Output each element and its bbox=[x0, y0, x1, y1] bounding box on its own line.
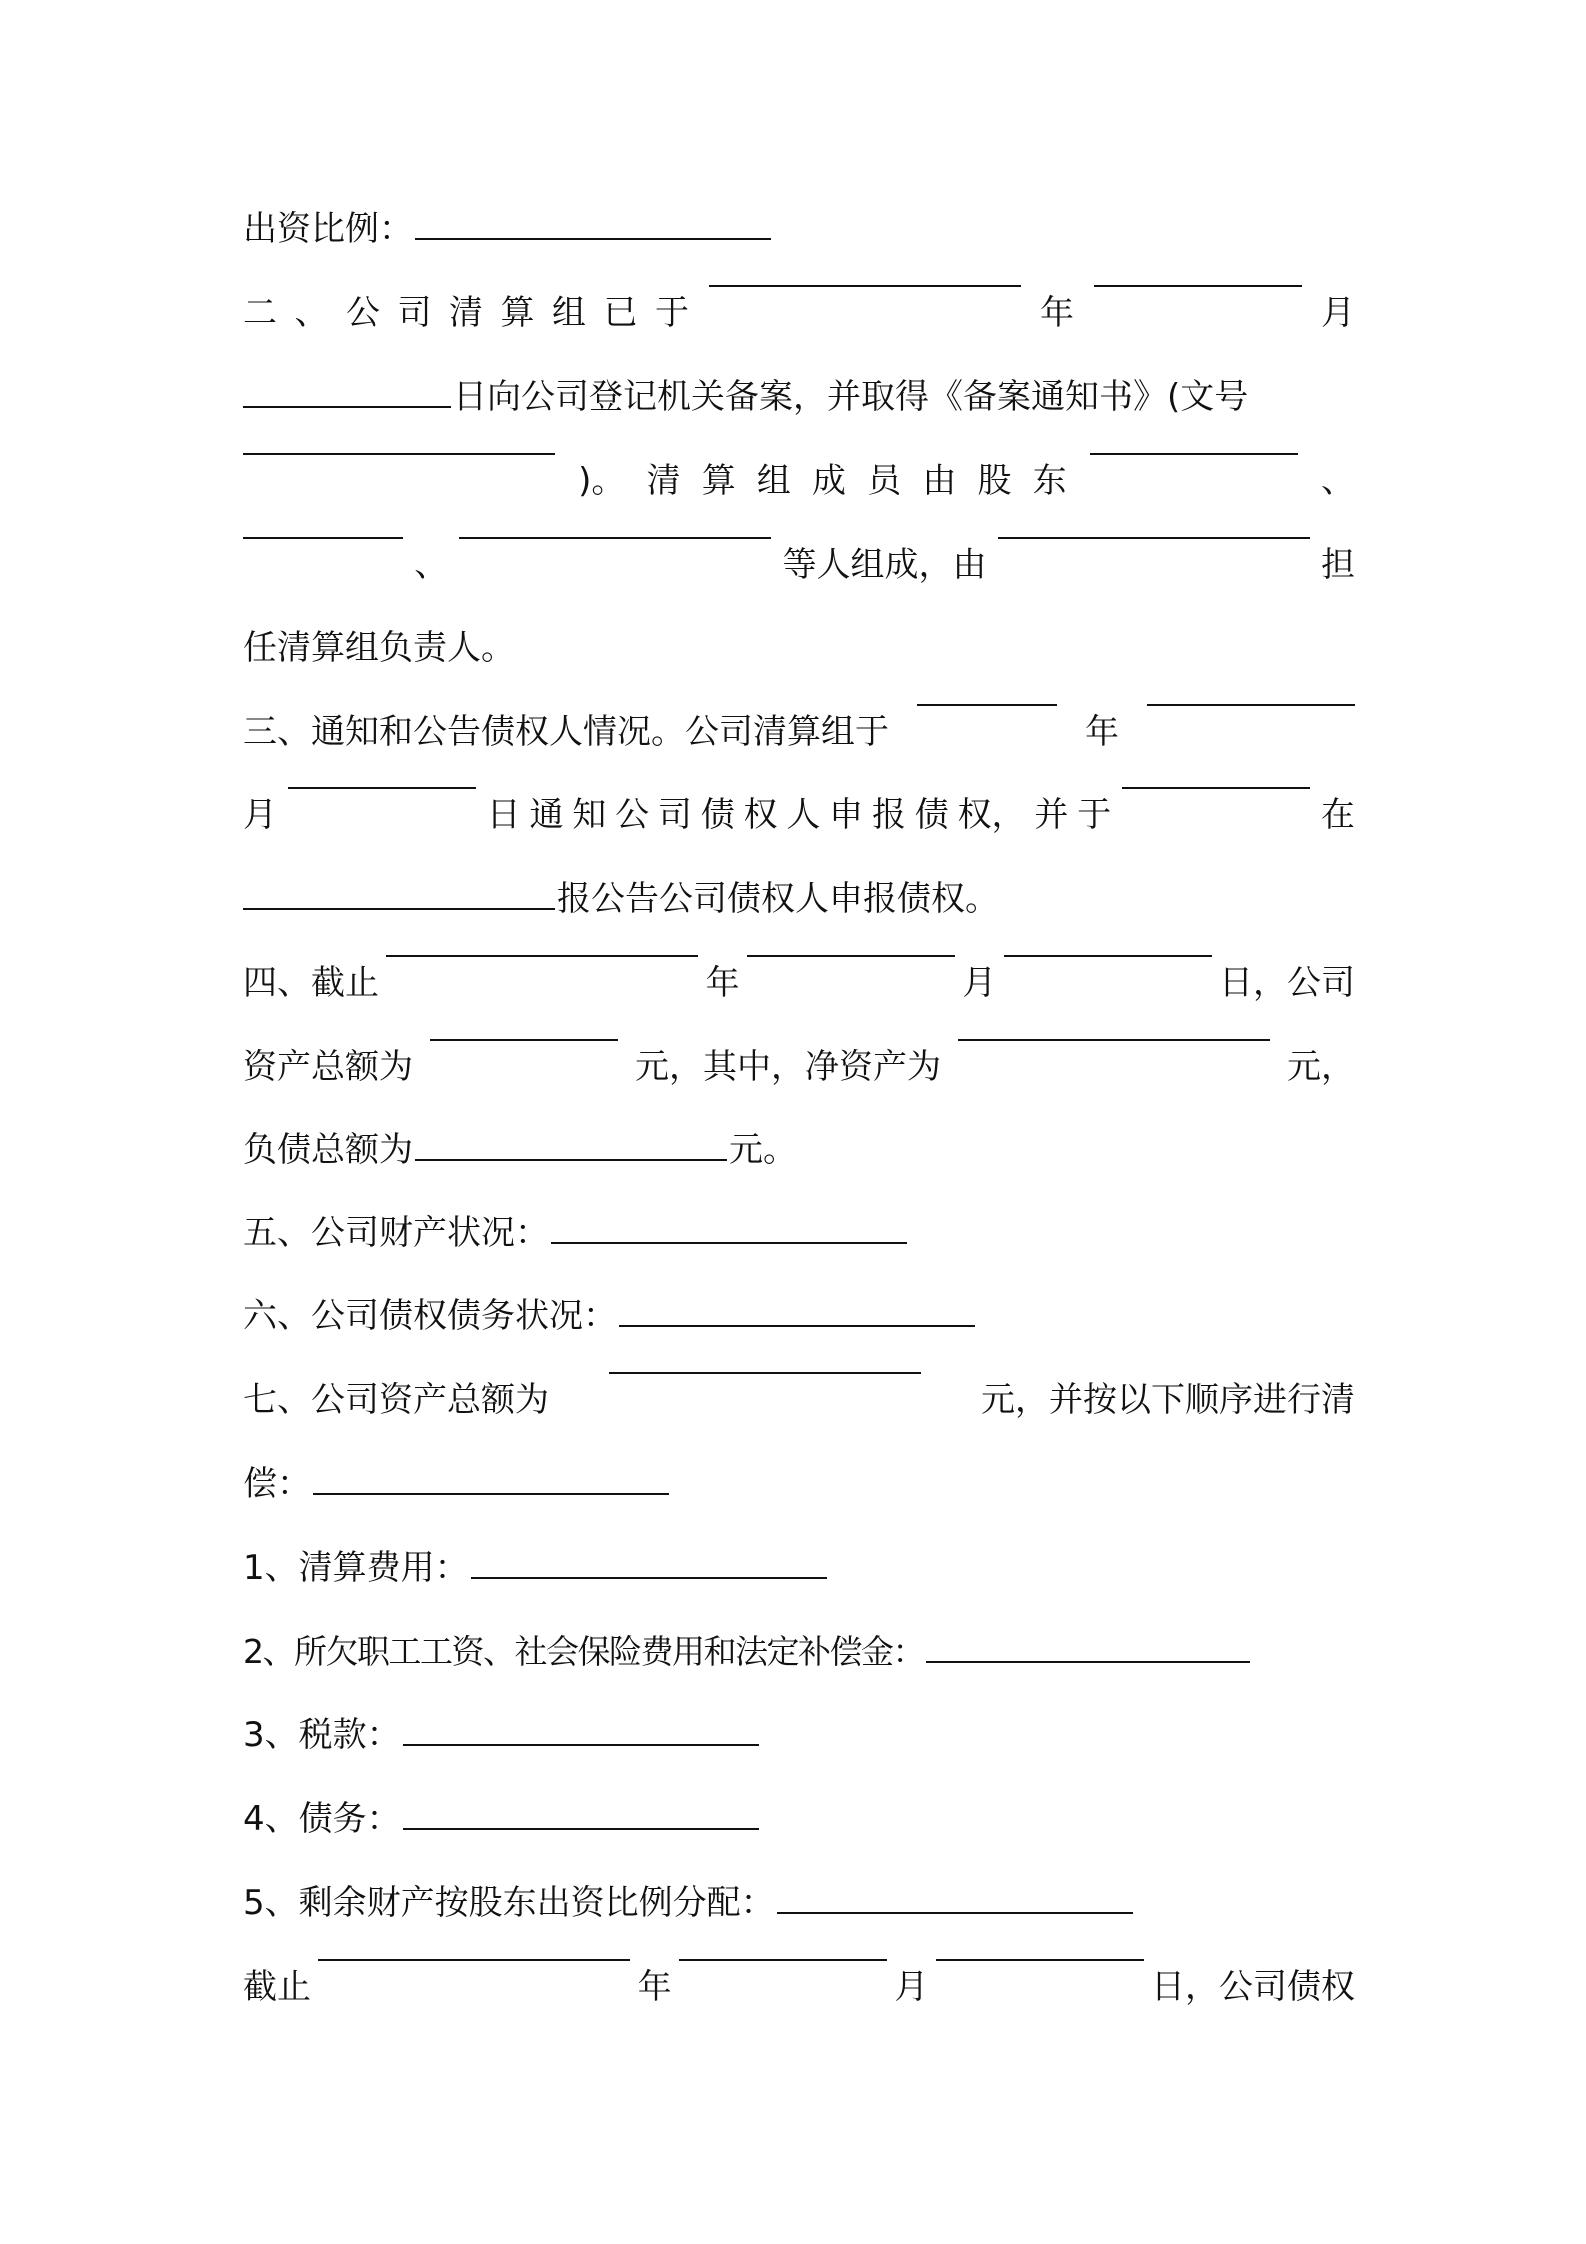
text-run: 元。 bbox=[729, 1130, 797, 1170]
blank-field[interactable] bbox=[679, 1959, 887, 1961]
blank-field[interactable] bbox=[1004, 955, 1212, 957]
text-char: 年 bbox=[1085, 712, 1119, 752]
text-char: 组 bbox=[552, 293, 586, 333]
text-char: 、 bbox=[294, 293, 329, 333]
text-char: 于 bbox=[655, 293, 689, 333]
blank-field[interactable] bbox=[243, 537, 403, 539]
blank-field[interactable] bbox=[459, 537, 771, 539]
text-run: 2、所欠职工工资、社会保险费用和法定补偿金： bbox=[243, 1632, 924, 1671]
text-run: 日，公司债权 bbox=[1150, 1967, 1355, 2007]
text-run: 元， bbox=[1287, 1047, 1355, 1087]
clause-2-line-1 bbox=[243, 285, 1355, 341]
blank-field[interactable] bbox=[1090, 453, 1298, 455]
clause-3-line-1 bbox=[243, 704, 1355, 760]
text-char: 司 bbox=[657, 795, 692, 835]
text-char: 人 bbox=[786, 795, 821, 835]
text-char: 年 bbox=[637, 1967, 672, 2007]
blank-field[interactable] bbox=[777, 1912, 1133, 1914]
label-text: 出资比例： bbox=[243, 209, 413, 249]
text-run: 5、剩余财产按股东出资比例分配： bbox=[243, 1883, 775, 1923]
blank-field[interactable] bbox=[415, 1159, 727, 1161]
text-char: 公 bbox=[346, 293, 380, 333]
text-char: 年 bbox=[705, 963, 740, 1003]
item-4-line bbox=[243, 1791, 1355, 1847]
closing-line bbox=[243, 1959, 1355, 2015]
item-3-line bbox=[243, 1707, 1355, 1763]
blank-field[interactable] bbox=[917, 704, 1057, 706]
text-char: 并 bbox=[1034, 795, 1069, 835]
blank-field[interactable] bbox=[386, 955, 698, 957]
text-char: 通 bbox=[529, 795, 564, 835]
shareholding-ratio-line bbox=[243, 201, 1355, 257]
text-char: 年 bbox=[1040, 293, 1074, 333]
text-run: 日，公司 bbox=[1218, 963, 1355, 1003]
blank-field[interactable] bbox=[926, 1661, 1250, 1663]
text-char: 公 bbox=[615, 795, 650, 835]
text-run: 3、税款： bbox=[243, 1715, 401, 1755]
text-char: 月 bbox=[243, 795, 277, 835]
clause-3-line-2 bbox=[243, 787, 1355, 843]
blank-field[interactable] bbox=[958, 1039, 1270, 1041]
text-char: 申 bbox=[829, 795, 864, 835]
blank-field[interactable] bbox=[709, 285, 1021, 287]
text-run: 偿： bbox=[243, 1464, 311, 1504]
text-char: 股 bbox=[977, 461, 1012, 501]
clause-2-line-5 bbox=[243, 620, 1355, 676]
blank-field[interactable] bbox=[318, 1959, 630, 1961]
blank-field[interactable] bbox=[609, 1372, 921, 1374]
text-char: 司 bbox=[397, 293, 432, 333]
blank-field[interactable] bbox=[403, 1744, 759, 1746]
clause-6-line bbox=[243, 1288, 1355, 1344]
text-run: 四、截止 bbox=[243, 963, 379, 1003]
text-run: 日向公司登记机关备案，并取得《备案通知书》(文号 bbox=[453, 377, 1249, 417]
text-char: 东 bbox=[1032, 461, 1067, 501]
blank-field[interactable] bbox=[471, 1577, 827, 1579]
text-char: 月 bbox=[1321, 293, 1355, 333]
item-1-line bbox=[243, 1540, 1355, 1596]
text-run: 五、公司财产状况： bbox=[243, 1213, 549, 1253]
blank-field[interactable] bbox=[430, 1039, 618, 1041]
text-run: 三、通知和公告债权人情况。公司清算组于 bbox=[243, 712, 889, 752]
clause-4-line-1 bbox=[243, 955, 1355, 1011]
item-5-line bbox=[243, 1875, 1355, 1931]
text-run: 任清算组负责人。 bbox=[243, 628, 515, 668]
text-char: 知 bbox=[572, 795, 607, 835]
text-run: 资产总额为 bbox=[243, 1047, 413, 1087]
text-run: 元，其中，净资产为 bbox=[635, 1047, 941, 1087]
text-run: 七、公司资产总额为 bbox=[243, 1380, 549, 1420]
text-char: 清 bbox=[449, 293, 483, 333]
text-run: 4、债务： bbox=[243, 1799, 401, 1839]
blank-field[interactable] bbox=[998, 537, 1310, 539]
blank-field[interactable] bbox=[936, 1959, 1144, 1961]
text-char: 清 bbox=[646, 461, 681, 501]
blank-field[interactable] bbox=[1094, 285, 1302, 287]
text-char: 日 bbox=[486, 795, 521, 835]
clause-7-line-2 bbox=[243, 1456, 1355, 1512]
text-char: 组 bbox=[756, 461, 791, 501]
blank-field[interactable] bbox=[403, 1828, 759, 1830]
blank-field[interactable] bbox=[313, 1493, 669, 1495]
text-char: 由 bbox=[922, 461, 957, 501]
text-run: 负债总额为 bbox=[243, 1130, 413, 1170]
clause-4-line-2 bbox=[243, 1039, 1355, 1095]
document-page bbox=[243, 0, 1355, 2244]
blank-field[interactable] bbox=[551, 1242, 907, 1244]
blank-field[interactable] bbox=[243, 453, 555, 455]
text-char: 算 bbox=[701, 461, 736, 501]
clause-2-line-4 bbox=[243, 537, 1355, 593]
blank-field[interactable] bbox=[1147, 704, 1355, 706]
text-run: 等人组成，由 bbox=[782, 545, 987, 585]
text-char: 担 bbox=[1320, 545, 1355, 585]
text-char: 债 bbox=[700, 795, 735, 835]
blank-field[interactable] bbox=[619, 1325, 975, 1327]
blank-field[interactable] bbox=[243, 406, 451, 408]
text-char: )。 bbox=[578, 461, 626, 501]
blank-field[interactable] bbox=[288, 787, 476, 789]
clause-5-line bbox=[243, 1205, 1355, 1261]
text-run: 报公告公司债权人申报债权。 bbox=[557, 879, 999, 919]
text-run: 截止 bbox=[243, 1967, 311, 2007]
text-run: 元，并按以下顺序进行清 bbox=[981, 1380, 1355, 1420]
text-char: 月 bbox=[962, 963, 997, 1003]
text-char: 二 bbox=[243, 293, 277, 333]
item-2-line bbox=[243, 1624, 1355, 1680]
text-char: 、 bbox=[414, 545, 449, 585]
text-char: 权 bbox=[743, 795, 778, 835]
text-char: 权， bbox=[957, 795, 1026, 835]
text-char: 算 bbox=[500, 293, 535, 333]
text-char: 、 bbox=[1320, 461, 1355, 501]
text-run: 1、清算费用： bbox=[243, 1548, 469, 1588]
clause-2-line-3 bbox=[243, 453, 1355, 509]
text-run: 六、公司债权债务状况： bbox=[243, 1296, 617, 1336]
text-char: 于 bbox=[1077, 795, 1112, 835]
text-char: 已 bbox=[603, 293, 638, 333]
text-char: 月 bbox=[894, 1967, 929, 2007]
blank-field[interactable] bbox=[243, 908, 555, 910]
text-char: 债 bbox=[914, 795, 949, 835]
text-char: 成 bbox=[812, 461, 847, 501]
text-char: 员 bbox=[867, 461, 902, 501]
clause-2-line-2 bbox=[243, 369, 1355, 425]
clause-7-line-1 bbox=[243, 1372, 1355, 1428]
blank-field[interactable] bbox=[1122, 787, 1310, 789]
text-char: 报 bbox=[871, 795, 906, 835]
blank-field[interactable] bbox=[415, 238, 771, 240]
clause-4-line-3 bbox=[243, 1122, 1355, 1178]
text-char: 在 bbox=[1320, 795, 1355, 835]
clause-3-line-3 bbox=[243, 871, 1355, 927]
blank-field[interactable] bbox=[747, 955, 955, 957]
